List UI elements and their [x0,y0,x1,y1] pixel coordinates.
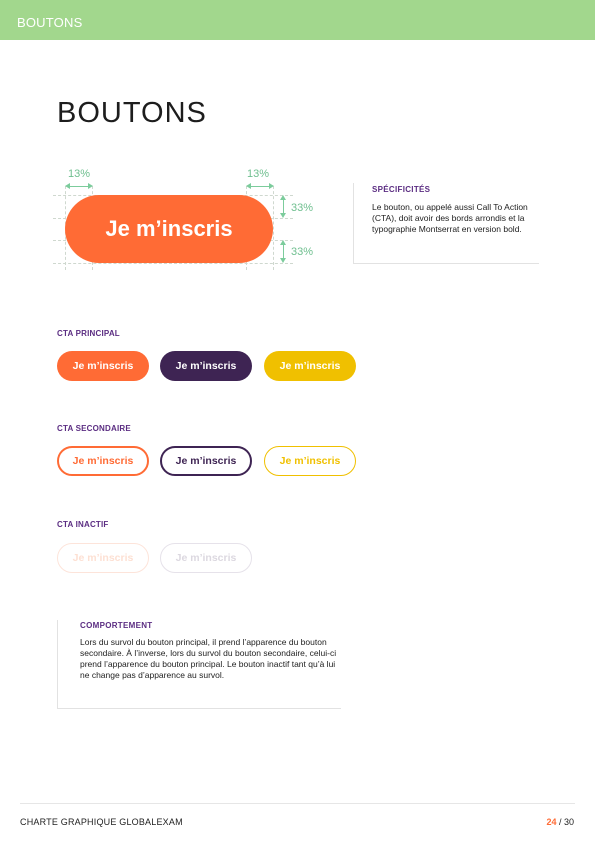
specs-box [353,183,539,264]
cta-secondaire-label: CTA SECONDAIRE [57,424,131,433]
cta-inactif-purple-button: Je m’inscris [160,543,252,573]
header-bar [0,0,595,40]
cta-inactif-orange-button: Je m’inscris [57,543,149,573]
dim-label-top: 33% [291,202,314,214]
dim-label-right: 13% [247,168,270,180]
cta-principal-purple-button[interactable]: Je m’inscris [160,351,252,381]
cta-principal-yellow-button[interactable]: Je m’inscris [264,351,356,381]
dim-label-bottom: 33% [291,246,314,258]
page-title: BOUTONS [57,97,207,129]
behaviour-box [57,620,341,709]
footer-doc-title: CHARTE GRAPHIQUE GLOBALEXAM [20,817,183,827]
dim-label-left: 13% [68,168,91,180]
page-separator: / [556,817,564,827]
cta-principal-label: CTA PRINCIPAL [57,329,120,338]
footer-divider [20,803,575,804]
cta-secondaire-purple-button[interactable]: Je m’inscris [160,446,252,476]
behaviour-text: Lors du survol du bouton principal, il prend l’apparence du bouton secondaire. À l’inverse, lors du survol du bouton secondaire, celui-ci prend l’apparence du bouton principal. Le bouton inactif tant qu’à lui ne change pas d’apparence au survol. [80,637,337,680]
page-current: 24 [546,817,557,827]
behaviour-title: COMPORTEMENT [80,621,153,630]
footer-page-number [546,817,574,827]
page-total: 30 [563,817,574,827]
cta-secondaire-yellow-button[interactable]: Je m’inscris [264,446,356,476]
cta-secondaire-orange-button[interactable]: Je m’inscris [57,446,149,476]
header-title: BOUTONS [17,15,83,30]
cta-inactif-label: CTA INACTIF [57,520,109,529]
specimen-button: Je m’inscris [65,195,273,263]
specs-text: Le bouton, ou appelé aussi Call To Action (CTA), doit avoir des bords arrondis et la typographie Montserrat en version bold. [372,202,528,234]
cta-principal-orange-button[interactable]: Je m’inscris [57,351,149,381]
specs-title: SPÉCIFICITÉS [372,185,431,194]
